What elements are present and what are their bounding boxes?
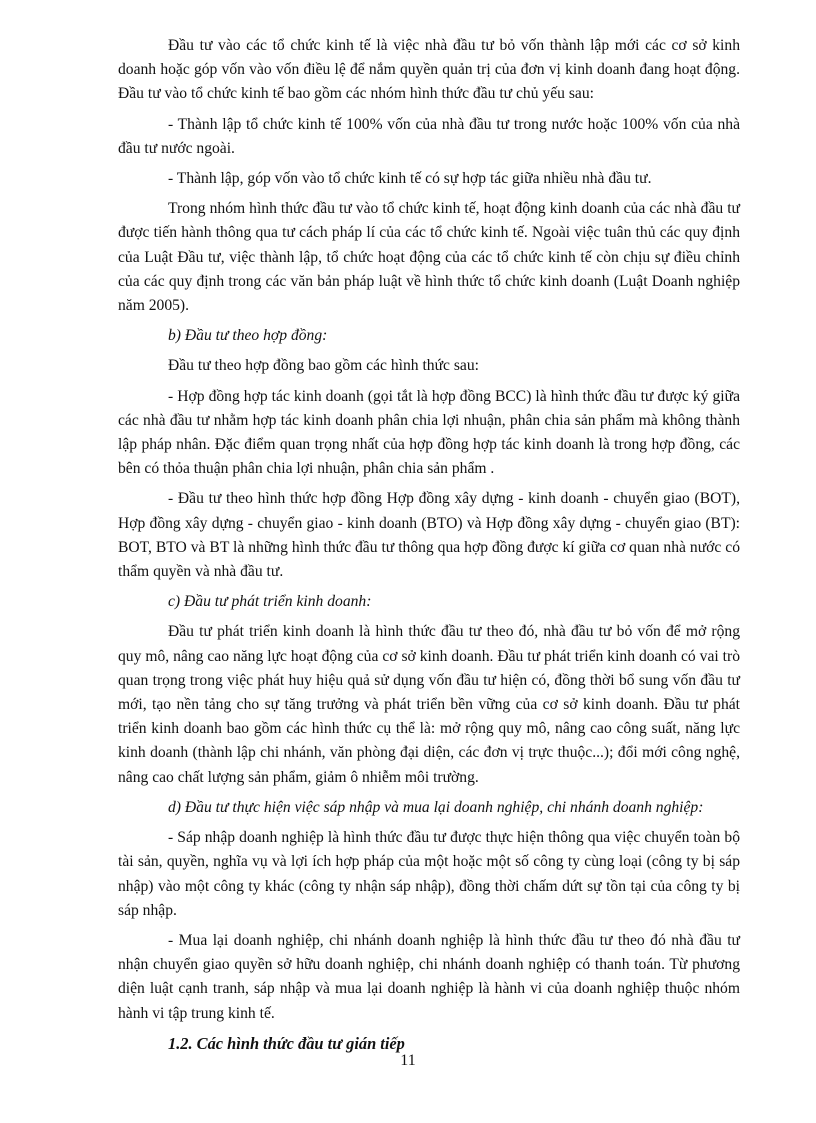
paragraph-bcc: - Hợp đồng hợp tác kinh doanh (gọi tắt là hợp đồng BCC) là hình thức đầu tư được ký giữa các nhà đầu tư nhằm hợp tác kinh doanh phân chia lợi nhuận, phân chia sản phẩm mà không thành lập pháp nhân. Đặc điểm quan trọng nhất của hợp đồng hợp tác kinh doanh là trong hợp đồng, các bên có thỏa thuận phân chia lợi nhuận, phân chia sản phẩm . <box>118 387 740 478</box>
paragraph-merger: - Sáp nhập doanh nghiệp là hình thức đầu tư được thực hiện thông qua việc chuyển toàn bộ tài sản, quyền, nghĩa vụ và lợi ích hợp pháp của một hoặc một số công ty cùng loại (công ty bị sáp nhập) vào một công ty khác (công ty nhận sáp nhập), đồng thời chấm dứt sự tồn tại của công ty bị sáp nhập. <box>118 829 740 919</box>
paragraph-bullet-100-percent: - Thành lập tổ chức kinh tế 100% vốn của nhà đầu tư trong nước hoặc 100% vốn của nhà đầu tư nước ngoài. <box>118 115 740 157</box>
heading-business-development: c) Đầu tư phát triển kinh doanh: <box>168 593 372 611</box>
paragraph-contract-forms: Đầu tư theo hợp đồng bao gồm các hình thức sau: <box>168 357 479 375</box>
paragraph-bullet-joint: - Thành lập, góp vốn vào tổ chức kinh tế có sự hợp tác giữa nhiều nhà đầu tư. <box>168 170 652 188</box>
paragraph-legal-status: Trong nhóm hình thức đầu tư vào tổ chức kinh tế, hoạt động kinh doanh của các nhà đầu tư được tiến hành thông qua tư cách pháp lí của các tổ chức kinh tế. Ngoài việc tuân thủ các quy định của Luật Đầu tư, việc thành lập, tổ chức hoạt động của các tổ chức kinh tế còn chịu sự điều chỉnh của các quy định trong các văn bản pháp luật về hình thức tổ chức kinh doanh (Luật Doanh nghiệp năm 2005). <box>118 200 740 315</box>
document-page <box>118 34 740 1062</box>
paragraph-bot-bto-bt: - Đầu tư theo hình thức hợp đồng Hợp đồng xây dựng - kinh doanh - chuyển giao (BOT), Hợp đồng xây dựng - chuyển giao - kinh doanh (BTO) và Hợp đồng xây dựng - chuyển giao (BT): BOT, BTO và BT là những hình thức đầu tư thông qua hợp đồng được kí giữa cơ quan nhà nước có thẩm quyền và nhà đầu tư. <box>118 490 740 581</box>
paragraph-business-development: Đầu tư phát triển kinh doanh là hình thức đầu tư theo đó, nhà đầu tư bỏ vốn để mở rộng quy mô, nâng cao năng lực hoạt động của cơ sở kinh doanh. Đầu tư phát triển kinh doanh có vai trò quan trọng trong việc phát huy hiệu quả sử dụng vốn đầu tư hiện có, đồng thời bổ sung vốn đầu tư mới, tạo nền tảng cho sự tăng trưởng và phát triển bền vững của cơ sở kinh doanh. Đầu tư phát triển kinh doanh bao gồm các hình thức cụ thể là: mở rộng quy mô, nâng cao công suất, năng lực kinh doanh (thành lập chi nhánh, văn phòng đại diện, các đơn vị trực thuộc...); đổi mới công nghệ, nâng cao chất lượng sản phẩm, giảm ô nhiễm môi trường. <box>118 623 740 786</box>
paragraph-intro: Đầu tư vào các tổ chức kinh tế là việc nhà đầu tư bỏ vốn thành lập mới các cơ sở kinh doanh hoặc góp vốn vào vốn điều lệ để nắm quyền quản trị của đơn vị kinh doanh đang hoạt động. Đầu tư vào tổ chức kinh tế bao gồm các nhóm hình thức đầu tư chủ yếu sau: <box>118 37 740 103</box>
page-number: 11 <box>400 1052 416 1069</box>
paragraph-acquisition: - Mua lại doanh nghiệp, chi nhánh doanh nghiệp là hình thức đầu tư theo đó nhà đầu tư nhận chuyển giao quyền sở hữu doanh nghiệp, chi nhánh doanh nghiệp có thanh toán. Từ phương diện luật cạnh tranh, sáp nhập và mua lại doanh nghiệp là hành vi của doanh nghiệp thuộc nhóm hành vi tập trung kinh tế. <box>118 931 740 1022</box>
section-heading-indirect-investment: 1.2. Các hình thức đầu tư gián tiếp <box>168 1033 405 1053</box>
heading-mergers-acquisitions: d) Đầu tư thực hiện việc sáp nhập và mua lại doanh nghiệp, chi nhánh doanh nghiệp: <box>168 798 704 816</box>
heading-contract-investment: b) Đầu tư theo hợp đồng: <box>168 327 328 345</box>
